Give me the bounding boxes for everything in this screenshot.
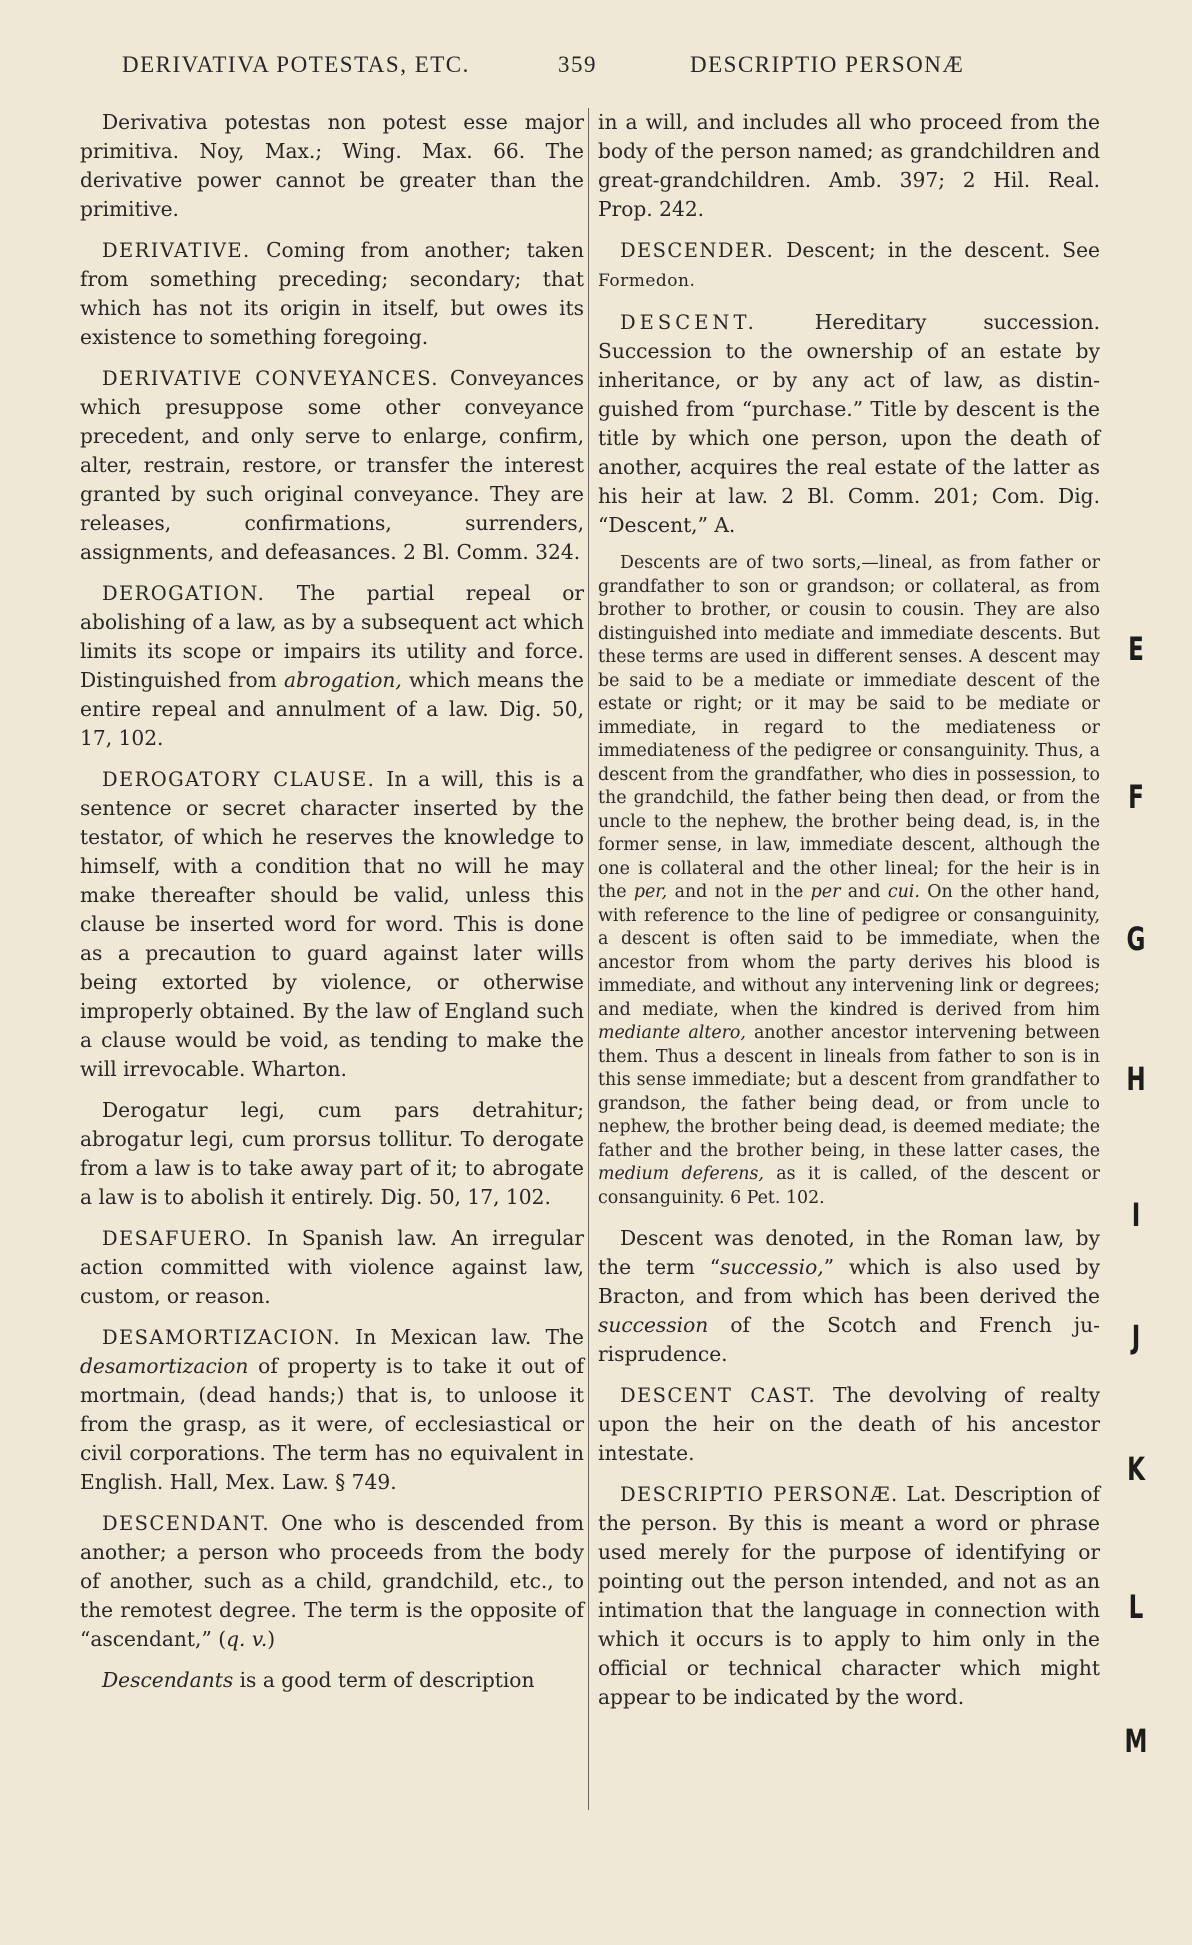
thumb-tab-g: G [1126, 920, 1146, 958]
entry-derogatory-clause: DEROGATORY CLAUSE. In a will, this is a sentence or secret character inserted by the testator, of which he reserves the knowledge to himself, with a condition that no will he may make thereafter should be valid, unless this clause be inserted word for word. This is done as a precaution to guard against later wills being extorted by violence, or otherwise improperly obtained. By the law of England such a clause would be void, as tending to make the will irrevocable. Wharton. [80, 767, 584, 1081]
entry-derivativa-potestas: Derivativa potestas non potest esse major primitiva. Noy, Max.; Wing. Max. 66. The derivative power cannot be greater than the primitive. [80, 110, 584, 221]
entry-descriptio-personae: DESCRIPTIO PERSONÆ. Lat. Description of the person. By this is meant a word or phrase used merely for the purpose of identifying or pointing out the person intended, and not as an intimation that the language in connection with which it occurs is to apply to him only in the official or technical character which might appear to be indicated by the word. [598, 1482, 1101, 1709]
headword: DERIVATIVE CONVEYANCES. [102, 367, 439, 390]
headword: DESCENT CAST. [620, 1384, 817, 1407]
headword: DERIVATIVE. [102, 239, 251, 262]
descent-roman-law: Descent was denoted, in the Roman law, by the term “successio,” which is also used by Bracton, and from which has been derived the succession of the Scotch and French jurisprudence. [598, 1226, 1100, 1366]
entry-derivative: DERIVATIVE. Coming from another; taken from something preceding; secondary; that which has not its origin in itself, but owes its existence to something foregoing. [80, 238, 584, 349]
entry-descender: DESCENDER. Descent; in the descent. See Formedon. [598, 238, 1100, 291]
entry-derogatur-legi: Derogatur legi, cum pars detrahitur; abrogatur legi, cum prorsus tollitur. To derogate from a law is to take away part of it; to abrogate a law is to abolish it entirely. Dig. 50, 17, 102. [80, 1098, 584, 1209]
thumb-tab-h: H [1126, 1060, 1146, 1098]
headword: DESAMORTIZACION. [102, 1326, 341, 1349]
headword: DESCRIPTIO PERSONÆ. [620, 1483, 899, 1506]
headword: DESCENT. [620, 311, 758, 334]
thumb-index [1118, 630, 1158, 1810]
entry-descendants-continuation: in a will, and includes all who proceed from the body of the person named; as grandchildren and great-grandchildren. Amb. 397; 2 Hil. Real. Prop. 242. [598, 110, 1100, 221]
left-column [80, 108, 584, 1707]
entry-descent: DESCENT. Hereditary succession. Succession to the ownership of an estate by inheritance, or by any act of law, as distinguished from “purchase.” Title by descent is the title by which one person, upon the death of another, acquires the real estate of the latter as his heir at law. 2 Bl. Comm. 201; Com. Dig. “Descent,” A. [598, 310, 1100, 537]
entry-desamortizacion: DESAMORTIZACION. In Mexican law. The desamortizacion of property is to take it out of mortmain, (dead hands;) that is, to unloose it from the grasp, as it were, of ecclesiastical or civil corporations. The term has no equivalent in English. Hall, Mex. Law. § 749. [80, 1325, 584, 1494]
thumb-tab-k: K [1127, 1450, 1145, 1488]
page-number: 359 [558, 52, 597, 77]
thumb-tab-i: I [1131, 1196, 1141, 1234]
entry-descent-cast: DESCENT CAST. The devolving of realty upon the heir on the death of his ancestor intestate. [598, 1383, 1100, 1465]
entry-derogation: DEROGATION. The partial repeal or abolishing of a law, as by a subsequent act which limits its scope or impairs its utility and force. Distinguished from abrogation, which means the entire repeal and annulment of a law. Dig. 50, 17, 102. [80, 581, 584, 750]
thumb-tab-j: J [1131, 1318, 1141, 1356]
right-column [598, 108, 1100, 1724]
headword: DEROGATORY CLAUSE. [102, 768, 376, 791]
entry-descendants-continued: Descendants is a good term of description [102, 1668, 535, 1692]
thumb-tab-m: M [1124, 1722, 1148, 1760]
header-right-guideword: DESCRIPTIO PERSONÆ [690, 52, 965, 77]
descent-note: Descents are of two sorts,—lineal, as from father or grandfather to son or grandson; or collateral, as from brother to brother, or cousin to cousin. They are also distinguished into mediate and immediate descents. But these terms are used in different senses. A descent may be said to be a mediate or immediate descent of the estate or right; or it may be said to be mediate or immediate, in regard to the mediateness or immediateness of the pedigree or consanguinity. Thus, a descent from the grandfather, who dies in possession, to the grandchild, the father being then dead, or from the uncle to the nephew, the brother being dead, is, in the former sense, in law, immediate descent, although the one is collateral and the other lineal; for the heir is in the per, and not in the per and cui. On the other hand, with reference to the line of pedigree or consanguinity, a descent is often said to be immediate, when the ancestor from whom the party derives his blood is immediate, and without any intervening link or degrees; and mediate, when the kindred is derived from him mediante altero, another ancestor intervening between them. Thus a descent in lineals from father to son is in this sense immediate; but a descent from grandfather to grandson, the father being dead, or from uncle to nephew, the brother being dead, is deemed mediate; the father and the brother being, in these latter cases, the medium deferens, as it is called, of the descent or consanguinity. 6 Pet. 102. [598, 553, 1100, 1208]
headword: DESCENDER. [620, 239, 775, 262]
running-header [80, 52, 1000, 92]
headword: DEROGATION. [102, 582, 266, 605]
thumb-tab-f: F [1128, 778, 1144, 816]
headword: DESAFUERO. [102, 1227, 254, 1250]
entry-derivative-conveyances: DERIVATIVE CONVEYANCES. Conveyances which presuppose some other conveyance precedent, and only serve to enlarge, confirm, alter, restrain, restore, or transfer the interest granted by such original conveyance. They are releases, confirmations, surrenders, assignments, and defeasances. 2 Bl. Comm. 324. [80, 366, 584, 564]
entry-desafuero: DESAFUERO. In Spanish law. An irregular action committed with violence against law, custom, or reason. [80, 1226, 584, 1308]
header-left-guideword: DERIVATIVA POTESTAS, ETC. [122, 52, 470, 77]
headword: DESCENDANT. [102, 1512, 270, 1535]
thumb-tab-l: L [1128, 1588, 1144, 1626]
column-rule [588, 108, 589, 1810]
thumb-tab-e: E [1128, 630, 1144, 668]
entry-descendant: DESCENDANT. One who is descended from another; a person who proceeds from the body of another, such as a child, grandchild, etc., to the remotest degree. The term is the opposite of “ascendant,” (q. v.) [80, 1511, 584, 1651]
